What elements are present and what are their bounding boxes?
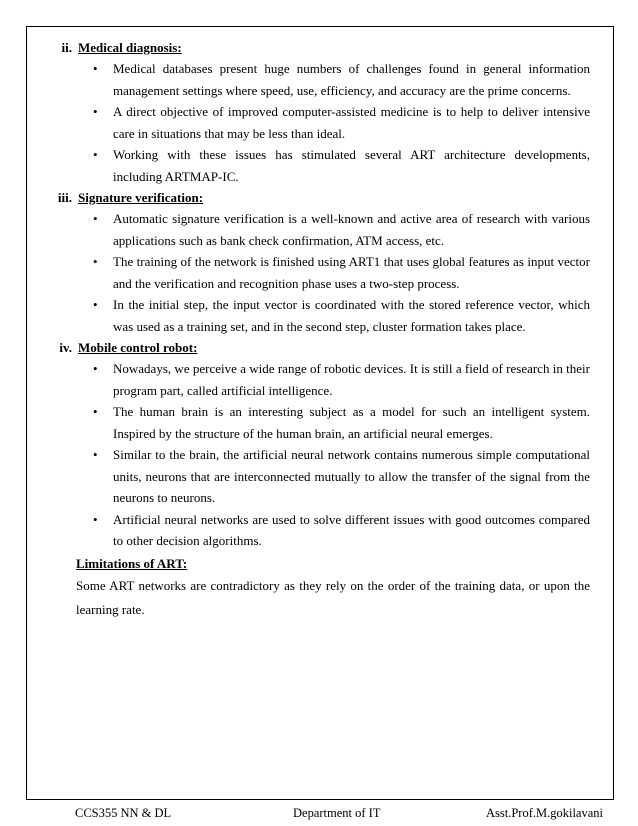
bullet-icon: • [93,404,98,419]
footer-department: Department of IT [293,806,381,820]
bullet-icon: • [93,104,98,119]
limitations-heading: Limitations of ART: [76,555,188,571]
section-number: ii. [61,40,72,55]
bullet-icon: • [93,147,98,162]
list-item: • Working with these issues has stimulated several ART architecture developments, including ARTMAP-IC. [0,144,638,187]
bullet-icon: • [93,254,98,269]
document-body [0,37,638,622]
section-number: iii. [57,190,72,205]
footer-course-code: CCS355 NN & DL [75,806,172,820]
list-item: • A direct objective of improved computer-assisted medicine is to help to deliver intensive care in situations that may be less than ideal. [0,101,638,144]
list-item: • The training of the network is finished using ART1 that uses global features as input vector and the verification and recognition phase uses a two-step process. [0,251,638,294]
bullet-icon: • [93,297,98,312]
bullet-icon: • [93,361,98,376]
list-item: • The human brain is an interesting subject as a model for such an intelligent system. Inspired by the structure of the human brain, an artificial neural emerges. [0,401,638,444]
section-heading-mobile-control-robot [0,337,638,358]
section-heading-signature-verification [0,187,638,208]
list-item: • Similar to the brain, the artificial neural network contains numerous simple computational units, neurons that are interconnected mutually to allow the transfer of the signal from the neurons to neurons. [0,444,638,509]
list-item: • Automatic signature verification is a well-known and active area of research with various applications such as bank check confirmation, ATM access, etc. [0,208,638,251]
list-item: • Nowadays, we perceive a wide range of robotic devices. It is still a field of research in their program part, called artificial intelligence. [0,358,638,401]
footer-author: Asst.Prof.M.gokilavani [485,806,603,820]
section-title: Mobile control robot: [78,340,198,355]
page-footer [0,805,638,821]
bullet-icon: • [93,61,98,76]
bullet-icon: • [93,211,98,226]
section-title: Medical diagnosis: [78,40,182,55]
section-heading-medical-diagnosis [0,37,638,58]
bullet-list-medical-diagnosis [0,58,638,187]
bullet-icon: • [93,447,98,462]
bullet-icon: • [93,511,98,527]
limitations-paragraph: Some ART networks are contradictory as they rely on the order of the training data, or upon the learning rate. [76,577,590,617]
list-item: • Artificial neural networks are used to solve different issues with good outcomes compared to other decision algorithms. [0,509,638,552]
list-item: • In the initial step, the input vector is coordinated with the stored reference vector, which was used as a training set, and in the second step, cluster formation takes place. [0,294,638,337]
section-title: Signature verification: [78,190,204,205]
section-number: iv. [59,340,72,355]
list-item: • Medical databases present huge numbers of challenges found in general information management settings where speed, use, efficiency, and accuracy are the prime concerns. [0,58,638,101]
bullet-list-signature-verification [0,208,638,337]
bullet-list-mobile-control-robot [0,358,638,552]
